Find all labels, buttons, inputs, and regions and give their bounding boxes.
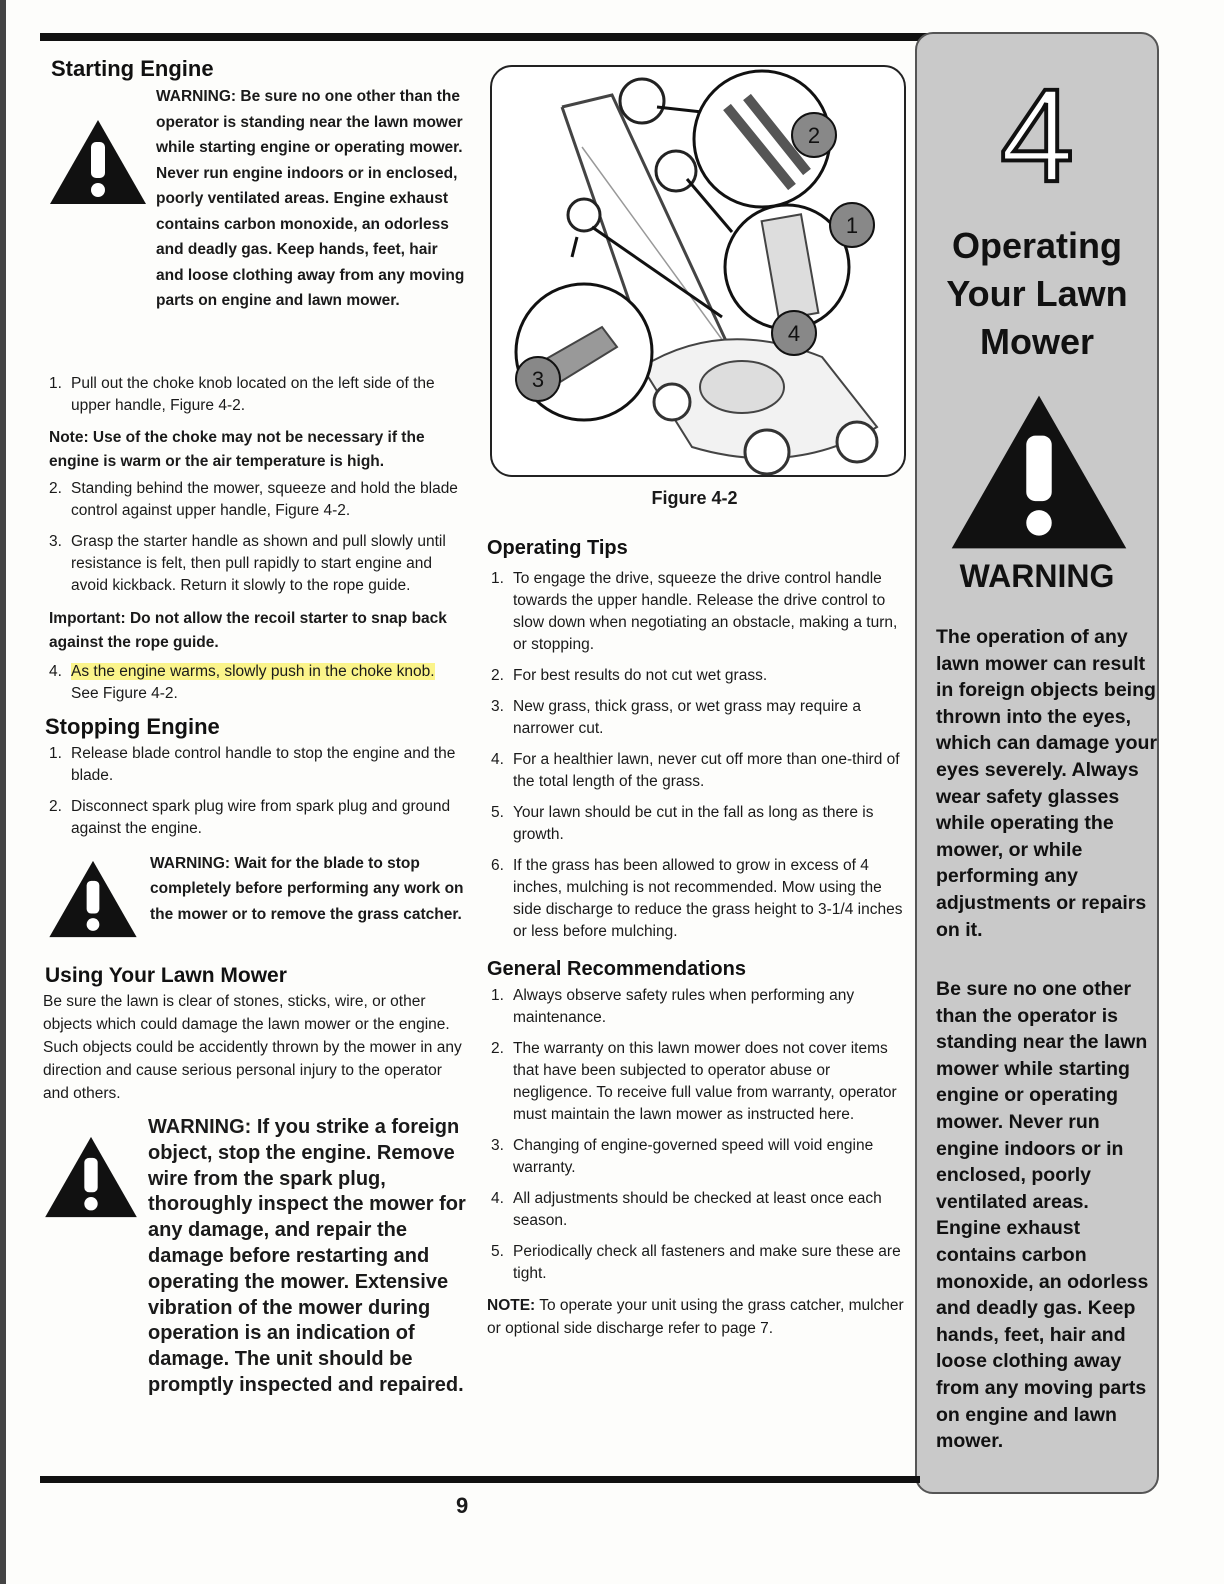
- chapter-number: 4: [1000, 64, 1074, 194]
- stopping-engine-warning: [45, 849, 463, 953]
- callout-4: 4: [787, 321, 801, 346]
- list-item: 3. Changing of engine-governed speed will void engine warranty.: [491, 1137, 874, 1176]
- callout-2: 2: [807, 123, 821, 148]
- list-item: 2. The warranty on this lawn mower does not cover items that have been subjected to operator abuse or negligence. To receive full value from warranty, operator must maintain the lawn mower as instructed here.: [491, 1040, 897, 1123]
- warning-text: [156, 84, 466, 314]
- starting-engine-warning: [45, 86, 463, 338]
- warning-triangle-icon: [48, 118, 148, 206]
- list-item: 3. New grass, thick grass, or wet grass may require a narrower cut.: [491, 698, 862, 737]
- list-item: 4. All adjustments should be checked at least once each season.: [491, 1190, 882, 1229]
- operating-tips-heading: Operating Tips: [487, 537, 628, 559]
- list-item: 1. Always observe safety rules when performing any maintenance.: [491, 987, 855, 1026]
- general-recommendations-heading: General Recommendations: [487, 958, 746, 980]
- list-item: 1. To engage the drive, squeeze the drive control handle towards the upper handle. Release the drive control to slow down when negotiating an obstacle, making a turn, or stopping.: [491, 570, 898, 653]
- warning-triangle-icon: [939, 392, 1139, 552]
- list-item: 2. For best results do not cut wet grass.: [491, 667, 768, 684]
- scan-edge: [0, 0, 6, 1584]
- list-item: 2. Disconnect spark plug wire from spark plug and ground against the engine.: [49, 797, 451, 837]
- chapter-number-graphic: [917, 64, 1157, 194]
- bottom-rule: [40, 1476, 920, 1483]
- warning-body: Be sure no one other than the operator is standing near the lawn mower while starting engine or operating mower. Never run engine indoors or in enclosed, poorly ventilated areas. Engine exhaust contains carbon monoxide, an odorless and deadly gas. Keep hands, feet, hair and loose clothing away from any moving parts on engine and lawn mower.: [156, 88, 465, 310]
- operating-tips-list: [487, 568, 907, 943]
- chapter-title: Operating Your Lawn Mower: [946, 225, 1128, 362]
- chapter-sidebar: [915, 32, 1159, 1494]
- lawn-mower-illustration: [492, 67, 904, 475]
- using-mower-paragraph: Be sure the lawn is clear of stones, sticks, wire, or other objects which could damage the lawn mower or the engine. Such objects could be accidently thrown by the mower in any direction and cause serious personal injury to the operator and others.: [43, 992, 462, 1102]
- sidebar-warning-text-1: The operation of any lawn mower can result in foreign objects being thrown into the eyes, which can damage your eyes severely. Always wear safety glasses while operating the mower, or while performing any adjustments or repairs on it.: [936, 626, 1158, 941]
- top-rule: [40, 33, 940, 41]
- list-item: 5. Your lawn should be cut in the fall as long as there is growth.: [491, 804, 874, 843]
- list-item: 1. Release blade control handle to stop the engine and the blade.: [49, 744, 456, 784]
- page-number: 9: [456, 1493, 469, 1518]
- warning-triangle-icon: [43, 1135, 139, 1219]
- warning-text: WARNING: If you strike a foreign object, stop the engine. Remove wire from the spark plug, thoroughly inspect the mower for any damage, and repair the damage before restarting and operating the mower. Extensive vibration of the mower during operation is an indication of damage. The unit should be promptly inspected and repaired.: [148, 1115, 466, 1396]
- choke-note: Note: Use of the choke may not be necessary if the engine is warm or the air temperature is high.: [49, 429, 425, 471]
- list-item: 1. Pull out the choke knob located on the left side of the upper handle, Figure 4-2.: [49, 375, 435, 415]
- foreign-object-warning: [45, 1115, 466, 1405]
- using-mower-heading: Using Your Lawn Mower: [45, 963, 287, 987]
- starting-steps-a: [45, 373, 463, 417]
- warning-label: WARNING:: [156, 88, 237, 106]
- operating-tips: [487, 536, 907, 1350]
- figure-caption: Figure 4-2: [651, 488, 738, 508]
- list-item: 5. Periodically check all fasteners and make sure these are tight.: [491, 1243, 901, 1282]
- sidebar-warning-heading: WARNING: [959, 558, 1115, 594]
- highlighted-text: As the engine warms, slowly push in the choke knob.: [71, 663, 435, 681]
- warning-triangle-icon: [45, 859, 141, 939]
- important-note: Important: Do not allow the recoil starter to snap back against the rope guide.: [49, 610, 447, 652]
- stopping-steps: [45, 743, 463, 840]
- list-item: 4. For a healthier lawn, never cut off more than one-third of the total length of the grass.: [491, 751, 900, 790]
- sidebar-warning-text-2: Be sure no one other than the operator is standing near the lawn mower while starting engine or operating mower. Never run engine indoors or in enclosed, poorly ventilated areas. Engine exhaust contains carbon monoxide, an odorless and deadly gas. Keep hands, feet, hair and loose clothing away from any moving parts on engine and lawn mower.: [936, 978, 1149, 1453]
- catcher-note: NOTE: To operate your unit using the grass catcher, mulcher or optional side discharge refer to page 7.: [487, 1297, 904, 1337]
- general-recommendations-list: [487, 985, 907, 1285]
- figure-4-2: [490, 65, 906, 477]
- starting-engine-heading: Starting Engine: [51, 56, 214, 81]
- starting-steps-b: [45, 478, 463, 597]
- list-item: 6. If the grass has been allowed to grow in excess of 4 inches, mulching is not recommended. Mow using the side discharge to reduce the grass height to 3-1/4 inches or less before mulching.: [491, 857, 903, 940]
- callout-3: 3: [531, 367, 545, 392]
- list-item: 3. Grasp the starter handle as shown and pull slowly until resistance is felt, then pull rapidly to start engine and avoid kickback. Return it slowly to the rope guide.: [49, 533, 446, 595]
- stopping-engine-heading: Stopping Engine: [45, 714, 220, 740]
- list-item: 4. As the engine warms, slowly push in the choke knob. See Figure 4-2.: [49, 663, 435, 703]
- starting-steps-c: [45, 661, 463, 705]
- list-item: 2. Standing behind the mower, squeeze and hold the blade control against upper handle, Figure 4-2.: [49, 480, 458, 520]
- warning-text: WARNING: Wait for the blade to stop completely before performing any work on the mower or to remove the grass catcher.: [150, 854, 464, 923]
- callout-1: 1: [845, 213, 859, 238]
- left-column: [43, 56, 466, 1405]
